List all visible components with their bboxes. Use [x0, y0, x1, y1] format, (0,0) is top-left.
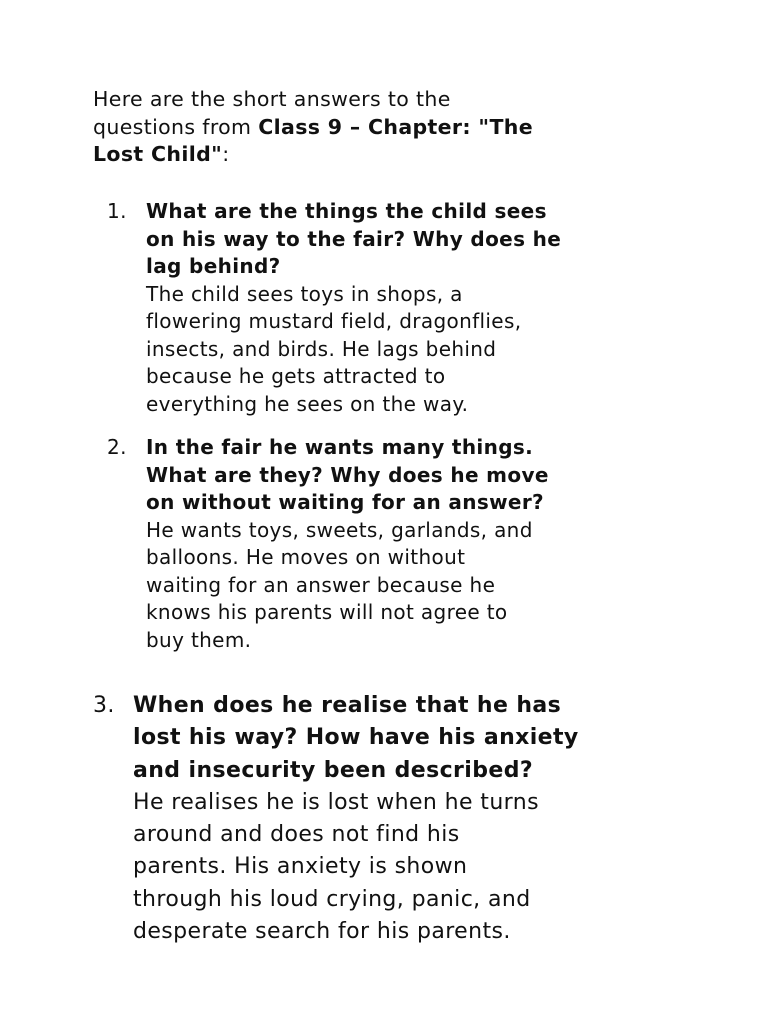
list-item	[93, 690, 733, 948]
question-line: lost his way? How have his anxiety	[133, 725, 579, 751]
answer-line: buy them.	[146, 627, 252, 652]
answer-line: through his loud crying, panic, and	[133, 886, 531, 912]
answer-line: flowering mustard field, dragonflies,	[146, 309, 522, 333]
chapter-title: Class 9 – Chapter: "The	[258, 114, 533, 139]
intro-text: :	[222, 142, 230, 166]
intro-line	[93, 114, 693, 142]
question-line: When does he realise that he has	[133, 693, 562, 718]
chapter-title: Lost Child"	[93, 142, 223, 166]
item-number: 2.	[107, 435, 127, 459]
question	[146, 434, 706, 517]
intro-line	[93, 86, 693, 114]
question-line: and insecurity been described?	[133, 757, 534, 783]
question-line: What are the things the child sees	[146, 199, 547, 223]
answer-line: parents. His anxiety is shown	[133, 854, 468, 880]
answer-line: because he gets attracted to	[146, 364, 446, 388]
question	[133, 690, 733, 787]
answer-line: knows his parents will not agree to	[146, 600, 508, 624]
answer-line: balloons. He moves on without	[146, 545, 466, 569]
answer-line: waiting for an answer because he	[146, 572, 496, 597]
intro-line	[93, 141, 693, 169]
question	[146, 198, 706, 281]
intro-paragraph	[93, 86, 693, 169]
answer	[146, 281, 706, 419]
intro-text: questions from	[93, 114, 259, 139]
item-number: 3.	[93, 693, 115, 718]
answer-line: around and does not find his	[133, 822, 460, 848]
answer	[146, 517, 706, 655]
intro-text: Here are the short answers to the	[93, 87, 451, 111]
question-line: What are they? Why does he move	[146, 462, 549, 487]
list-item	[107, 198, 706, 418]
question-line: on his way to the fair? Why does he	[146, 226, 562, 251]
list-item	[107, 434, 706, 654]
answer-line: desperate search for his parents.	[133, 919, 511, 945]
answer-line: He wants toys, sweets, garlands, and	[146, 517, 533, 542]
answer-line: everything he sees on the way.	[146, 391, 469, 416]
answer	[133, 787, 733, 948]
answer-line: He realises he is lost when he turns	[133, 789, 539, 815]
answer-line: insects, and birds. He lags behind	[146, 336, 497, 361]
question-line: In the fair he wants many things.	[146, 435, 534, 459]
answer-line: The child sees toys in shops, a	[146, 281, 463, 306]
question-line: lag behind?	[146, 254, 281, 278]
item-number: 1.	[107, 199, 127, 223]
question-line: on without waiting for an answer?	[146, 490, 544, 514]
